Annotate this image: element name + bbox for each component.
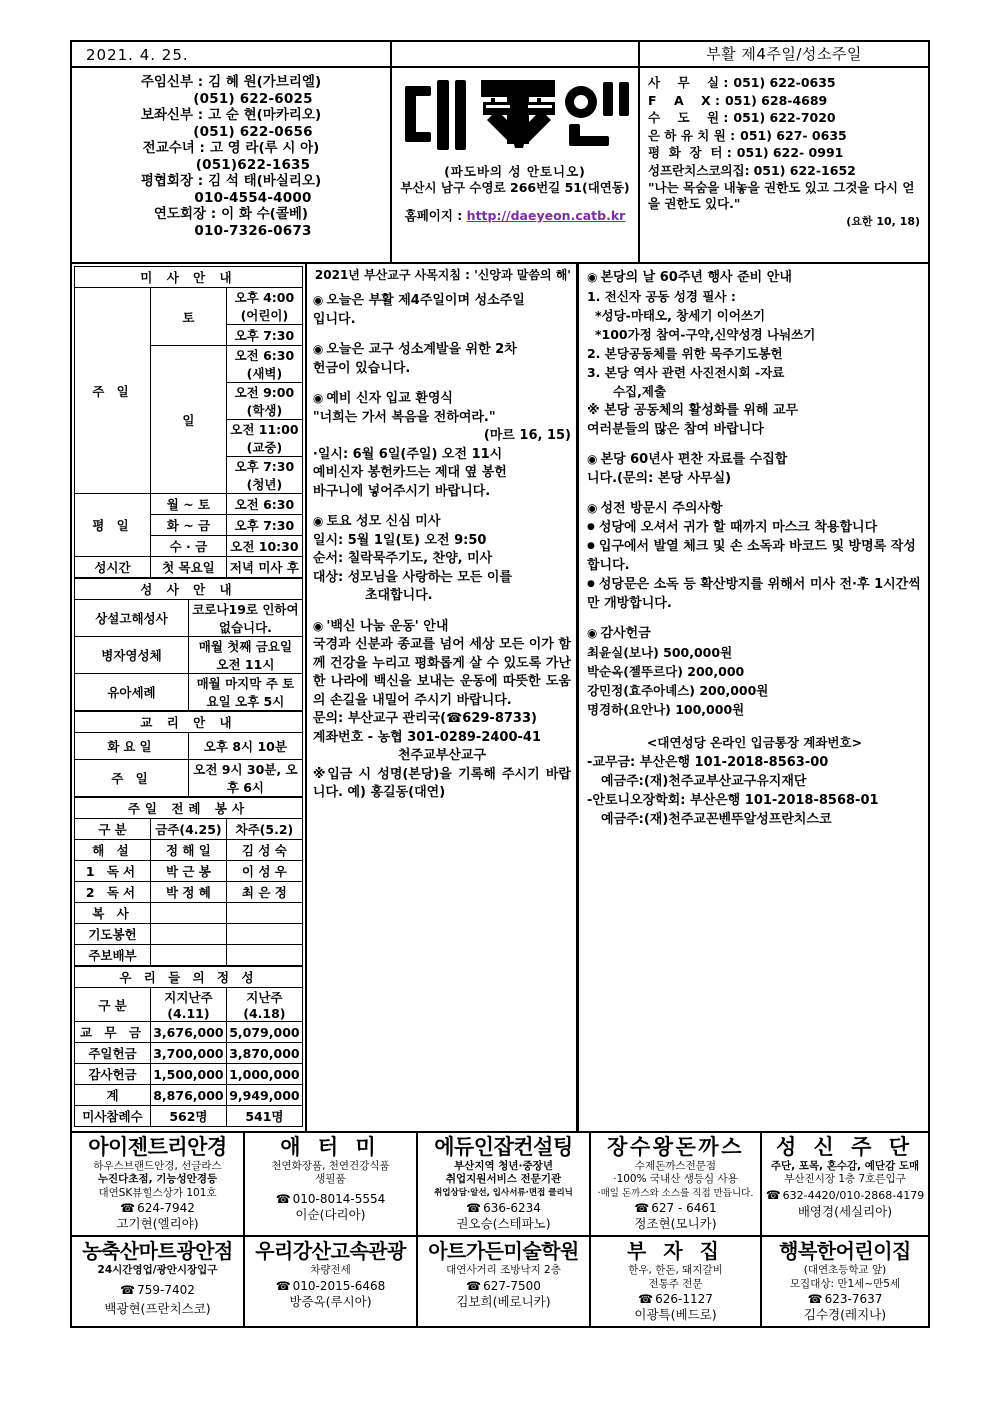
ad-card[interactable] [72, 1133, 245, 1236]
mass-time: 오전 11:00 (교중) [226, 420, 302, 457]
ad-desc-line: 모집대상: 만1세~만5세 [789, 1277, 901, 1290]
main-content [72, 264, 928, 1133]
ad-contact-person: 이순(다리아) [295, 1206, 366, 1222]
news-line: 여러분들의 많은 참여 바랍니다 [586, 422, 764, 437]
ad-desc-line: 부산진시장 1층 7호른입구 [784, 1173, 906, 1185]
offering-amount-prev2: 1,500,000 [150, 1064, 226, 1085]
liturgy-col-header: 금주(4.25) [150, 819, 226, 840]
news-block [587, 450, 922, 488]
contact-label: 성프란치스코의집: [648, 162, 750, 178]
announcement-quote: "너희는 가서 복음을 전하여라." [312, 409, 496, 425]
phone-icon [638, 1292, 655, 1306]
parish-news-column [579, 264, 928, 1131]
announcement-head: ◉ 오늘은 부활 제4주일이며 성소주일 [313, 291, 571, 311]
ad-desc-line: 대연사거리 조방낙지 2층 [446, 1264, 561, 1276]
liturgical-season: 부활 제4주일/성소주일 [638, 42, 928, 66]
offerings-col-header: 구 분 [75, 988, 151, 1022]
contact-row [648, 127, 920, 145]
ad-desc-line: (대연초등학교 앞) [803, 1264, 887, 1276]
ad-phone-number: 010-2015-6468 [292, 1278, 386, 1293]
announcement-head: ◉ '백신 나눔 운동' 안내 [313, 617, 571, 637]
ad-card[interactable] [418, 1237, 591, 1326]
liturgy-next-week: 최 은 정 [226, 882, 302, 903]
announcement-note-text: ※입금 시 성명(본당)을 기록해 주시기 바랍니다. 예) 홍길동(대연) [312, 766, 571, 800]
mass-time: 오전 6:30 [226, 494, 302, 515]
liturgy-next-week [226, 903, 302, 924]
thanksgiving-offering-block [587, 624, 922, 719]
ad-contact-person: 권오승(스테파노) [456, 1216, 551, 1231]
gospel-verse-reference: (요한 10, 18) [846, 215, 920, 228]
announcement-item [313, 512, 571, 606]
contact-value: 051) 622-7020 [733, 110, 836, 125]
bulletin-page [70, 40, 930, 1328]
ad-phone-number: 636-6234 [483, 1201, 541, 1215]
ad-desc-line: 전통주 전문 [648, 1277, 703, 1290]
sacrament-label: 상설고해성사 [75, 600, 189, 637]
parish-logo-icon [392, 72, 638, 164]
diocese-motto: 2021년 부산교구 사목지침 : '신앙과 말씀의 해' [314, 268, 571, 282]
staff-name: 김 혜 원(가브리엘) [208, 74, 322, 90]
offering-category: 감사헌금 [75, 1064, 151, 1085]
announcement-reference: (마르 16, 15) [483, 428, 571, 443]
ad-contact-person: 이광특(베드로) [634, 1307, 717, 1322]
catechism-guide-title: 교 리 안 내 [75, 712, 303, 733]
offering-category: 계 [75, 1085, 151, 1106]
ad-business-name: 성 신 주 단 [775, 1134, 915, 1159]
announcement-line: 헌금이 있습니다. [312, 360, 411, 376]
contact-label: 평 화 장 터 : [648, 145, 732, 160]
news-line: *100가정 참여-구약,신약성경 나눠쓰기 [594, 327, 816, 342]
staff-row [72, 107, 390, 124]
ad-row-bottom [72, 1237, 928, 1326]
staff-phone: (051) 622-6025 [193, 90, 313, 107]
account-line: -안토니오장학회: 부산은행 101-2018-8568-01 [586, 793, 879, 808]
parish-patron: (파도바의 성 안토니오) [444, 164, 586, 179]
ad-contact-person: 정조현(모니카) [634, 1216, 717, 1231]
contact-label: F A X : [648, 92, 721, 108]
announcement-body: 국경과 신분과 종교를 넘어 세상 모든 이가 함께 건강을 누리고 평화롭게 살 수 있도록 가난한 나라에 백신을 보내는 운동에 따뜻한 도움의 손길을 내밀어 주시기 바랍니다. [312, 637, 571, 708]
mass-time: 오후 7:30 [226, 515, 302, 536]
announcement-account: 계좌번호 - 농협 301-0289-2400-41 [312, 729, 541, 745]
mass-sun-label: 일 [150, 346, 226, 494]
ad-contact-person: 백광현(프란치스코) [104, 1300, 211, 1316]
announcement-line: 대상: 성모님을 사랑하는 모든 이를 [312, 569, 513, 585]
staff-role: 연도회장 : [153, 206, 217, 222]
header-body [72, 68, 928, 264]
holy-hour-day: 첫 목요일 [150, 557, 226, 578]
catechism-label: 화요일 [75, 733, 189, 760]
staff-row [72, 173, 390, 190]
ad-desc-line: 대연SK뷰힐스상가 101호 [98, 1186, 217, 1199]
ad-card[interactable] [762, 1237, 928, 1326]
staff-phone: (051)622-1635 [195, 156, 311, 173]
gospel-verse: "나는 목숨을 내놓을 권한도 있고 그것을 다시 얻을 권한도 있다." [648, 180, 915, 211]
ad-desc-line: ·매일 돈까스와 소스를 직접 만듭니다. [597, 1187, 754, 1199]
phone-icon [634, 1201, 651, 1215]
ad-desc-line: 하우스브랜드안경, 선글라스 [93, 1159, 222, 1172]
schedule-column [72, 264, 307, 1131]
ad-card[interactable] [418, 1133, 591, 1236]
ad-phone[interactable] [247, 1278, 414, 1294]
staff-role: 주임신부 : [140, 74, 204, 90]
donor-entry: 명경하(요안나) 100,000원 [586, 702, 745, 717]
sacrament-label: 병자영성체 [75, 637, 189, 674]
liturgy-role: 기도봉헌 [75, 924, 151, 945]
advertisements [72, 1133, 928, 1327]
ad-contact-person: 고기현(엘리야) [116, 1216, 199, 1231]
ad-contact-person: 김수경(레지나) [803, 1307, 887, 1322]
mass-weekday-label: 평 일 [75, 494, 151, 557]
contact-row [648, 144, 920, 162]
announcement-line: 일시: 5월 1일(토) 오전 9:50 [312, 532, 487, 548]
staff-role: 보좌신부 : [140, 107, 204, 123]
offering-category: 교 무 금 [75, 1022, 151, 1043]
mass-time: 오전 6:30 (새벽) [226, 346, 302, 383]
mass-time: 오전 9:00 (학생) [226, 383, 302, 420]
ad-card[interactable] [245, 1133, 418, 1236]
mass-sat-label: 토 [150, 288, 226, 346]
liturgy-this-week [150, 945, 226, 966]
ad-desc-line: 천연화장품, 천연건강식품 [271, 1159, 390, 1172]
table-row [75, 945, 303, 966]
sacrament-value: 코로나19로 인하여 없습니다. [188, 600, 302, 637]
announcement-line: ·일시: 6월 6일(주일) 오전 11시 [312, 446, 503, 462]
ad-card[interactable] [591, 1133, 762, 1236]
announcement-inquiry: 문의: 부산교구 관리국(☎629-8733) [312, 711, 537, 726]
announcement-item [313, 291, 571, 329]
announcement-line: 예비신자 봉헌카드는 제대 옆 봉헌 [312, 465, 507, 480]
news-line: 수집,제출 [612, 384, 667, 399]
sacrament-value: 매월 첫째 금요일 오전 11시 [188, 637, 302, 674]
liturgy-role: 2 독서 [75, 882, 151, 903]
liturgy-col-header: 구 분 [75, 819, 151, 840]
staff-name: 이 화 수(콜베) [221, 206, 309, 222]
donor-entry: 박순옥(젤뚜르다) 200,000 [586, 664, 745, 679]
mass-guide-title: 미 사 안 내 [75, 267, 303, 288]
news-bullet: ● 성당문은 소독 등 확산방지를 위해서 미사 전·후 1시간씩만 개방합니다. [587, 575, 922, 613]
table-row [75, 924, 303, 945]
table-row [75, 1085, 303, 1106]
ad-business-name: 행복한어린이집 [779, 1239, 911, 1263]
ad-desc-line: 24시간영업/광안시장입구 [97, 1264, 218, 1276]
offering-amount-prev1: 3,870,000 [226, 1043, 302, 1064]
phone-icon [766, 1189, 783, 1202]
news-block [587, 268, 922, 439]
phone-icon [120, 1201, 137, 1215]
weekday-range: 수 · 금 [150, 536, 226, 557]
ad-phone[interactable] [420, 1278, 587, 1294]
ad-phone-number: 632-4420/010-2868-4179 [782, 1188, 925, 1202]
homepage-link[interactable]: http://daeyeon.catb.kr [466, 208, 626, 223]
ad-phone[interactable] [764, 1187, 926, 1204]
liturgy-next-week [226, 945, 302, 966]
news-bullet: ● 입구에서 발열 체크 및 손 소독과 바코드 및 방명록 작성합니다. [587, 537, 922, 575]
offering-amount-prev1: 1,000,000 [226, 1064, 302, 1085]
sacrament-guide-title: 성 사 안 내 [75, 579, 303, 600]
account-line: 예금주:(재)천주교부산교구유지재단 [600, 774, 807, 789]
news-head: ◉ 본당 60년사 편찬 자료를 수집합 [587, 450, 922, 469]
staff-name: 고 순 현(마카리오) [208, 107, 322, 123]
liturgy-this-week: 박 근 봉 [150, 861, 226, 882]
offerings-col-header: 지지난주(4.11) [150, 988, 226, 1022]
liturgy-role: 해 설 [75, 840, 151, 861]
mass-time: 오후 7:30 [226, 325, 302, 346]
offering-amount-prev1: 9,949,000 [226, 1085, 302, 1106]
ad-desc-line: ·100% 국내산 생등심 사용 [613, 1173, 738, 1185]
announcement-head: ◉ 토요 성모 신심 미사 [313, 512, 571, 532]
news-line: *성당-마태오, 창세기 이어쓰기 [594, 308, 766, 323]
liturgy-this-week: 정 해 일 [150, 840, 226, 861]
catechism-guide-table [74, 711, 303, 797]
parish-identity [392, 68, 638, 262]
liturgy-role: 복 사 [75, 903, 151, 924]
liturgy-col-header: 차주(5.2) [226, 819, 302, 840]
sacrament-label: 유아세례 [75, 674, 189, 711]
account-box-title: <대연성당 온라인 입금통장 계좌번호> [646, 735, 863, 750]
table-row [75, 882, 303, 903]
ad-phone[interactable] [74, 1200, 241, 1216]
ad-phone[interactable] [74, 1282, 241, 1298]
offering-amount-prev2: 3,676,000 [150, 1022, 226, 1043]
phone-icon [120, 1283, 137, 1297]
weekday-range: 화 ~ 금 [150, 515, 226, 536]
contact-value: 051) 622- 0991 [736, 145, 844, 160]
sacrament-guide-table [74, 578, 303, 711]
mass-time: 오후 4:00 (어린이) [226, 288, 302, 325]
ad-desc-line: 취업지원서비스 전문기관 [445, 1173, 562, 1185]
ad-phone-number: 010-8014-5554 [292, 1191, 386, 1206]
table-row [75, 1064, 303, 1085]
ad-desc-line: 누진다초점, 기능성안경등 [97, 1173, 218, 1185]
staff-phone: 010-4554-4000 [194, 189, 312, 206]
staff-name: 고 영 라(루 시 아) [209, 140, 320, 156]
news-line: 1. 전신자 공동 성경 필사 : [586, 289, 736, 304]
phone-icon [466, 1279, 483, 1293]
contact-label: 수 도 원 : [648, 110, 729, 125]
offerings-col-header: 지난주(4.18) [226, 988, 302, 1022]
phone-icon [276, 1192, 293, 1206]
offering-amount-prev2: 562명 [150, 1106, 226, 1127]
staff-role: 평협회장 : [140, 173, 204, 189]
holy-hour-time: 저녁 미사 후 [226, 557, 302, 578]
ad-phone-number: 627-7500 [483, 1278, 541, 1293]
offering-category: 미사참례수 [75, 1106, 151, 1127]
liturgy-next-week: 김 성 숙 [226, 840, 302, 861]
offerings-title: 우 리 들 의 정 성 [75, 967, 303, 988]
announcement-note [313, 766, 571, 803]
ad-contact-person: 방증옥(루시아) [289, 1293, 372, 1309]
table-row [75, 1022, 303, 1043]
ad-card[interactable] [245, 1237, 418, 1326]
announcement-line: 바구니에 넣어주시기 바랍니다. [312, 483, 491, 499]
online-account-box [587, 733, 922, 829]
announcement-line: 순서: 칠락묵주기도, 찬양, 미사 [312, 551, 493, 566]
staff-row [72, 74, 390, 91]
contact-row [648, 162, 920, 180]
contact-row [648, 109, 920, 127]
ad-card[interactable] [72, 1237, 245, 1326]
news-line: 3. 본당 역사 관련 사진전시회 -자료 [586, 365, 785, 380]
liturgy-next-week: 이 성 우 [226, 861, 302, 882]
ad-contact-person: 김보희(베로니카) [456, 1293, 551, 1309]
staff-phone: 010-7326-0673 [194, 222, 312, 239]
ad-desc-line: 취업상담·알선, 입사서류·면접 클리닉 [434, 1187, 573, 1198]
announcement-line: 초대합니다. [364, 588, 433, 603]
ad-phone[interactable] [420, 1200, 587, 1216]
catechism-value: 오후 8시 10분 [188, 733, 302, 760]
contact-row [648, 74, 920, 92]
contact-value: 051) 628-4689 [725, 92, 828, 108]
offering-amount-prev2: 3,700,000 [150, 1043, 226, 1064]
announcement-item [313, 340, 571, 378]
account-line: -교무금: 부산은행 101-2018-8563-00 [586, 755, 829, 770]
mass-guide-table [74, 266, 303, 578]
ad-phone-number: 626-1127 [655, 1292, 713, 1306]
ad-phone-number: 623-7637 [824, 1292, 883, 1306]
offerings-table [74, 966, 303, 1127]
news-line: ※ 본당 공동체의 활성화를 위해 교무 [586, 403, 799, 418]
liturgy-this-week: 박 정 혜 [150, 882, 226, 903]
ad-business-name: 에듀인잡컨설팅 [434, 1134, 573, 1159]
contact-row [648, 92, 920, 110]
table-row [75, 1043, 303, 1064]
liturgy-this-week [150, 924, 226, 945]
donor-entry: 강민정(효주아녜스) 200,000원 [586, 683, 769, 698]
announcement-head: ◉ 오늘은 교구 성소계발을 위한 2차 [313, 340, 571, 360]
ad-phone[interactable] [593, 1200, 758, 1216]
ad-desc-line: 생필품 [315, 1173, 346, 1185]
news-block [587, 499, 922, 613]
liturgy-role: 1 독서 [75, 861, 151, 882]
ad-business-name: 부 자 집 [627, 1239, 724, 1263]
liturgy-next-week [226, 924, 302, 945]
announcement-item [313, 389, 571, 501]
announcement-item [313, 617, 571, 803]
contact-directory [638, 68, 928, 262]
offering-amount-prev1: 541명 [226, 1106, 302, 1127]
ad-phone-number: 759-7402 [137, 1282, 195, 1297]
contact-value: 051) 622-0635 [733, 75, 836, 90]
ad-desc-line: 주단, 포목, 혼수감, 예단감 도매 [770, 1159, 920, 1172]
catechism-label: 주 일 [75, 760, 189, 797]
ad-desc-line: 차량전세 [310, 1264, 351, 1276]
phone-icon [808, 1292, 825, 1306]
account-line: 예금주:(재)천주교꼰벤뚜알성프란치스코 [600, 812, 832, 827]
ad-desc-line: 수제돈까스전문점 [634, 1159, 717, 1172]
sacrament-value: 매월 마지막 주 토요일 오후 5시 [188, 674, 302, 711]
thanksgiving-head: ◉ 감사헌금 [587, 624, 922, 643]
ad-phone-number: 627 - 6461 [651, 1201, 717, 1215]
ad-card[interactable] [762, 1133, 928, 1236]
holy-hour-label: 성시간 [75, 557, 151, 578]
news-bullet: ● 성당에 오셔서 귀가 할 때까지 마스크 착용합니다 [587, 518, 922, 537]
contact-label: 사 무 실 : [648, 75, 729, 90]
liturgy-role: 주보배부 [75, 945, 151, 966]
ad-business-name: 장수왕돈까스 [607, 1134, 744, 1159]
ad-phone[interactable] [764, 1291, 926, 1307]
table-row [75, 1106, 303, 1127]
weekday-range: 월 ~ 토 [150, 494, 226, 515]
offering-category: 주일헌금 [75, 1043, 151, 1064]
news-line: 니다.(문의: 본당 사무실) [586, 471, 732, 486]
staff-row [72, 140, 390, 157]
mass-time: 오후 7:30 (청년) [226, 457, 302, 494]
catechism-value: 오전 9시 30분, 오후 6시 [188, 760, 302, 797]
announcement-line: 입니다. [312, 311, 356, 327]
ad-business-name: 애 터 미 [280, 1134, 381, 1159]
bulletin-date: 2021. 4. 25. [72, 42, 392, 66]
staff-directory [72, 68, 392, 262]
contact-value: 051) 627- 0635 [740, 127, 847, 143]
staff-role: 전교수녀 : [142, 140, 205, 156]
staff-row [72, 206, 390, 223]
ad-phone[interactable] [247, 1191, 414, 1207]
liturgy-service-table [74, 797, 303, 966]
mass-sunday-label: 주 일 [75, 288, 151, 494]
table-row [75, 861, 303, 882]
ad-phone-number: 624-7942 [137, 1201, 195, 1215]
news-head: ◉ 성전 방문시 주의사항 [587, 499, 922, 518]
parish-logo-svg [397, 74, 633, 162]
ad-business-name: 아이젠트리안경 [88, 1134, 227, 1159]
table-row [75, 840, 303, 861]
staff-name: 김 석 태(바실리오) [208, 173, 322, 189]
ad-desc-line: 부산지역 청년·중장년 [454, 1159, 553, 1172]
announcement-account-owner: 천주교부산교구 [397, 748, 486, 763]
offering-amount-prev1: 5,079,000 [226, 1022, 302, 1043]
parish-homepage [392, 206, 638, 224]
donor-entry: 최윤실(보나) 500,000원 [586, 645, 733, 660]
header-top-spacer [392, 42, 638, 66]
phone-icon [466, 1201, 483, 1215]
news-head: ◉ 본당의 날 60주년 행사 준비 안내 [587, 268, 922, 287]
parish-address: 부산시 남구 수영로 266번길 51(대연동) [400, 180, 630, 195]
offering-amount-prev2: 8,876,000 [150, 1085, 226, 1106]
phone-icon [276, 1279, 293, 1293]
ad-business-name: 우리강산고속관광 [255, 1239, 406, 1263]
table-row [75, 903, 303, 924]
mass-time: 오전 10:30 [226, 536, 302, 557]
announcements-column [307, 264, 579, 1131]
contact-value: 051) 622-1652 [753, 162, 856, 178]
ad-business-name: 아트가든미술학원 [428, 1239, 579, 1263]
homepage-label: 홈페이지 : [404, 208, 463, 223]
ad-contact-person: 배영경(세실리아) [797, 1203, 893, 1219]
header-top-bar [72, 42, 928, 68]
news-line: 2. 본당공동체를 위한 묵주기도봉헌 [586, 346, 783, 361]
ad-phone[interactable] [593, 1291, 758, 1307]
announcement-head: ◉ 예비 신자 입교 환영식 [313, 389, 571, 409]
ad-desc-line: 한우, 한돈, 돼지갈비 [628, 1264, 723, 1276]
staff-phone: (051) 622-0656 [193, 123, 313, 140]
ad-row-top [72, 1133, 928, 1238]
contact-label: 은 하 유 치 원 : [648, 127, 736, 143]
liturgy-this-week [150, 903, 226, 924]
ad-business-name: 농축산마트광안점 [82, 1239, 233, 1263]
ad-card[interactable] [591, 1237, 762, 1326]
liturgy-service-title: 주일 전례 봉사 [75, 798, 303, 819]
